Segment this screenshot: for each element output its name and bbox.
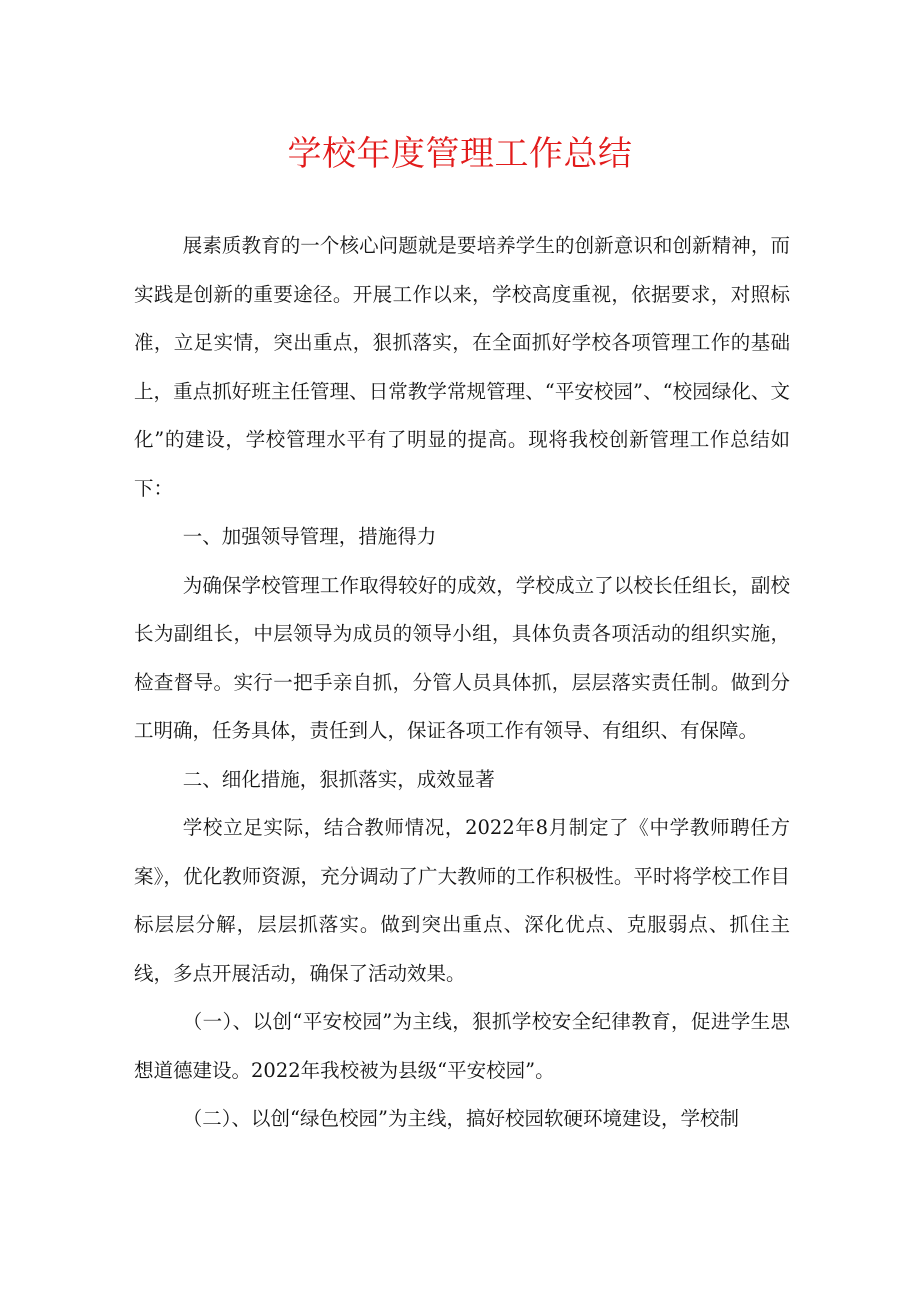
section-heading-2: 二、细化措施，狠抓落实，成效显著 — [182, 767, 495, 791]
paragraph-safe-campus: （一）、以创“平安校园”为主线，狠抓学校安全纪律教育，促进学生思想道德建设。2022年我校被为县级“平安校园”。 — [134, 1010, 790, 1082]
paragraph-measures: 学校立足实际，结合教师情况，2022年8月制定了《中学教师聘任方案》，优化教师资源，充分调动了广大教师的工作积极性。平时将学校工作目标层层分解，层层抓落实。做到突出重点、深化优点、克服弱点、抓住主线，多点开展活动，确保了活动效果。 — [134, 816, 790, 985]
paragraph-leadership: 为确保学校管理工作取得较好的成效，学校成立了以校长任组长，副校长为副组长，中层领导为成员的领导小组，具体负责各项活动的组织实施，检查督导。实行一把手亲自抓，分管人员具体抓，层层落实责任制。做到分工明确，任务具体，责任到人，保证各项工作有领导、有组织、有保障。 — [134, 573, 790, 742]
paragraph-green-campus: （二）、以创“绿色校园”为主线，搞好校园软硬环境建设，学校制 — [182, 1107, 739, 1130]
document-title: 学校年度管理工作总结 — [287, 134, 633, 174]
document-body — [134, 222, 790, 1144]
section-heading-1: 一、加强领导管理，措施得力 — [182, 525, 437, 548]
paragraph-intro: 展素质教育的一个核心问题就是要培养学生的创新意识和创新精神，而实践是创新的重要途径。开展工作以来，学校高度重视，依据要求，对照标准，立足实情，突出重点，狠抓落实，在全面抓好学校各项管理工作的基础上，重点抓好班主任管理、日常教学常规管理、“平安校园”、“校园绿化、文化”的建设，学校管理水平有了明显的提高。现将我校创新管理工作总结如下： — [134, 234, 790, 500]
